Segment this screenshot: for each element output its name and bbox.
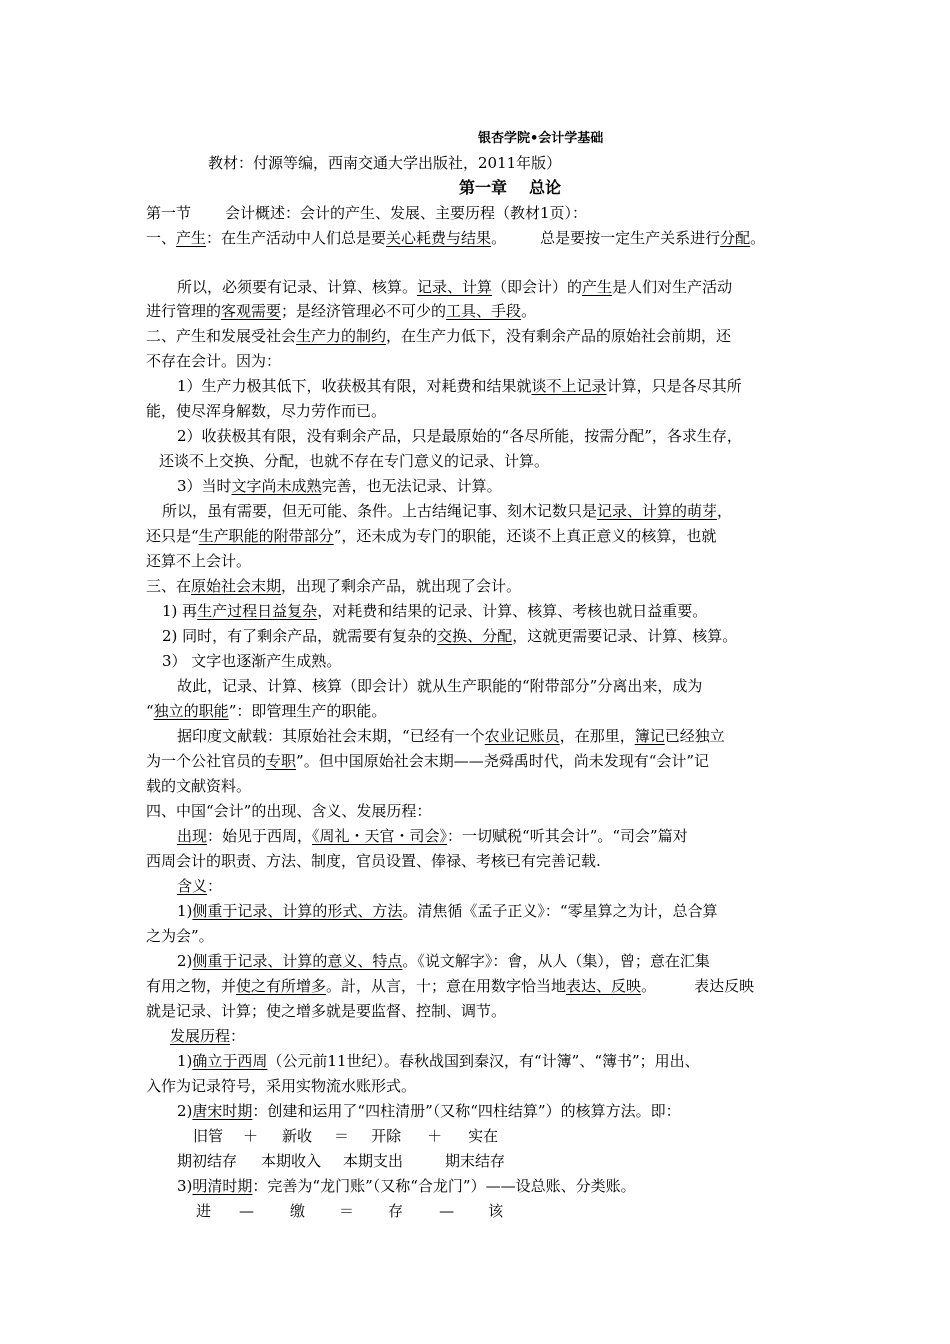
paragraph-32	[170, 1025, 245, 1047]
underlined-term: 谈不上记录	[531, 377, 607, 395]
paragraph-11	[162, 500, 732, 522]
chapter-title	[459, 177, 561, 199]
text: 1）生产力极其低下，收获极其有限，对耗费和结果就	[177, 377, 532, 395]
formula-description: 本期支出	[343, 1152, 404, 1170]
text: 已经独立	[664, 727, 725, 745]
chapter-subtitle: 总论	[529, 178, 562, 197]
text: 进行管理的	[146, 302, 222, 320]
paragraph-21	[146, 750, 709, 772]
text: 所以，必须要有记录、计算、核算。	[177, 278, 418, 296]
formula-term: 进	[196, 1202, 212, 1220]
text: 表达反映	[694, 977, 755, 995]
paragraph-2	[177, 276, 732, 298]
underlined-term: 客观需要	[221, 302, 282, 320]
paragraph-10	[177, 475, 502, 497]
underlined-term: 侧重于记录、计算的意义、特点	[192, 952, 403, 970]
formula-term: 新收	[282, 1127, 313, 1145]
chapter-number: 第一章	[459, 178, 508, 197]
underlined-term: 确立于西周	[192, 1052, 268, 1070]
underlined-term: 分配	[720, 229, 751, 247]
paragraph-28: 之为会”。	[146, 927, 214, 945]
paragraph-8: 2）收获极其有限，没有剩余产品，只是最原始的“各尽所能，按需分配”，各求生存，	[177, 427, 742, 445]
text: 3）当时	[177, 477, 232, 495]
formula-operator: ＝	[334, 1127, 350, 1145]
text: ”：即管理生产的职能。	[228, 702, 387, 720]
text: 1)	[177, 902, 193, 920]
text: 还只是“	[146, 527, 199, 545]
underlined-term: 含义	[177, 877, 208, 895]
underlined-term: 生产力的制约	[296, 327, 387, 345]
text: 1)	[177, 1052, 193, 1070]
dragon-gate-formula	[196, 1200, 503, 1222]
text: ，这就更需要记录、计算、核算。	[512, 627, 738, 645]
paragraph-30	[146, 975, 754, 997]
formula-term: 开除	[371, 1127, 402, 1145]
paragraph-26	[177, 875, 222, 897]
paragraph-9: 还谈不上交换、分配，也就不存在专门意义的记录、计算。	[159, 452, 550, 470]
underlined-term: 独立的职能	[153, 702, 229, 720]
paragraph-13: 还算不上会计。	[146, 552, 252, 570]
text: ：	[207, 877, 223, 895]
text: ，在生产力低下，没有剩余产品的原始社会前期，还	[386, 327, 732, 345]
underlined-term: 侧重于记录、计算的形式、方法	[192, 902, 403, 920]
underlined-term: 使之有所增多	[236, 977, 327, 995]
text: 一、	[146, 229, 177, 247]
text: 为一个公社官员的	[146, 752, 267, 770]
text: 三、在	[146, 577, 192, 595]
text: 2)	[177, 1102, 193, 1120]
text: ”。但中国原始社会末期——尧舜禹时代，尚未发现有“会计”记	[296, 752, 710, 770]
text: 完善，也无法记录、计算。	[321, 477, 502, 495]
paragraph-12	[146, 525, 716, 547]
text: 是人们对生产活动	[612, 278, 733, 296]
paragraph-24	[177, 825, 688, 847]
text: 有用之物，并	[146, 977, 237, 995]
text: 。清焦循《孟子正义》：“零星算之为计，总合算	[402, 902, 718, 920]
underlined-term: 工具、手段	[446, 302, 522, 320]
formula-description: 本期收入	[261, 1152, 322, 1170]
section-title: 会计概述：会计的产生、发展、主要历程（教材1页）：	[225, 204, 588, 222]
paragraph-25: 西周会计的职责、方法、制度，官员设置、俸禄、考核已有完善记载.	[146, 852, 601, 870]
text: “	[146, 702, 154, 720]
text: （公元前11世纪）。春秋战国到秦汉，有“计簿”、“簿书”；用出、	[267, 1052, 700, 1070]
paragraph-15	[162, 600, 707, 622]
underlined-term: 《周礼・天官・司会》	[312, 827, 448, 845]
paragraph-29	[177, 950, 710, 972]
paragraph-16	[162, 625, 737, 647]
paragraph-4	[146, 325, 731, 347]
textbook-reference: 教材：付源等编，西南交通大学出版社，2011年版）	[208, 154, 562, 172]
underlined-term: 唐宋时期	[192, 1102, 253, 1120]
text: ，出现了剩余产品，就出现了会计。	[281, 577, 522, 595]
formula-term: 实在	[468, 1127, 499, 1145]
underlined-term: 交换、分配	[437, 627, 513, 645]
text: ”，还未成为专门的职能，还谈不上真正意义的核算，也就	[333, 527, 717, 545]
formula-operator: —	[439, 1202, 455, 1220]
text: 1) 再	[162, 602, 198, 620]
paragraph-27	[177, 900, 718, 922]
school-title: 银杏学院•会计学基础	[478, 131, 604, 146]
paragraph-1	[146, 227, 765, 249]
paragraph-7: 能，使尽浑身解数，尽力劳作而已。	[146, 402, 387, 420]
underlined-term: 记录、计算的萌芽	[597, 502, 718, 520]
paragraph-20	[177, 725, 725, 747]
paragraph-17: 3） 文字也逐渐产生成熟。	[162, 652, 342, 670]
text: 。	[641, 977, 657, 995]
underlined-term: 簿记	[634, 727, 665, 745]
formula-term: 存	[388, 1202, 404, 1220]
text: ：一切赋税“听其会计”。“司会”篇对	[447, 827, 688, 845]
formula-operator: ＋	[427, 1127, 443, 1145]
paragraph-14	[146, 575, 521, 597]
paragraph-36	[177, 1175, 636, 1197]
underlined-term: 生产过程日益复杂	[197, 602, 318, 620]
text: 。《说文解字》：會，从人（集），曾；意在汇集	[402, 952, 710, 970]
text: ：完善为“龙门账”（又称“合龙门”）——设总账、分类账。	[252, 1177, 636, 1195]
paragraph-3	[146, 300, 536, 322]
text: 二、产生和发展受社会	[146, 327, 297, 345]
four-pillar-explanation	[177, 1150, 505, 1172]
section-label: 第一节	[146, 204, 192, 222]
paragraph-6	[177, 375, 742, 397]
text: ：创建和运用了“四柱清册”（又称“四柱结算”）的核算方法。即：	[252, 1102, 681, 1120]
formula-term: 该	[488, 1202, 504, 1220]
formula-term: 缴	[290, 1202, 306, 1220]
text: 计算，只是各尽其所	[606, 377, 742, 395]
text: ：	[230, 1027, 246, 1045]
formula-description: 期初结存	[177, 1152, 238, 1170]
paragraph-18: 故此，记录、计算、核算（即会计）就从生产职能的“附带部分”分离出来，成为	[177, 677, 703, 695]
paragraph-31: 就是记录、计算；使之增多就是要监督、控制、调节。	[146, 1002, 507, 1020]
paragraph-33	[177, 1050, 700, 1072]
underlined-term: 关心耗费与结果	[386, 229, 492, 247]
underlined-term: 表达、反映	[566, 977, 642, 995]
text: 。	[521, 302, 537, 320]
formula-operator: ＝	[339, 1202, 355, 1220]
text: ：在生产活动中人们总是要	[206, 229, 387, 247]
underlined-term: 生产职能的附带部分	[198, 527, 334, 545]
text: 总是要按一定生产关系进行	[540, 229, 721, 247]
text: 3)	[177, 1177, 193, 1195]
underlined-term: 记录、计算	[417, 278, 493, 296]
text: ：始见于西周，	[207, 827, 313, 845]
text: ，在那里，	[559, 727, 635, 745]
text: 。計，从言，十；意在用数字恰当地	[326, 977, 567, 995]
text: 所以，虽有需要，但无可能、条件。上古结绳记事、刻木记数只是	[162, 502, 598, 520]
underlined-term: 农业记账员	[484, 727, 560, 745]
underlined-term: 明清时期	[192, 1177, 253, 1195]
formula-operator: —	[239, 1202, 255, 1220]
text: ，对耗费和结果的记录、计算、核算、考核也就日益重要。	[317, 602, 708, 620]
underlined-term: 产生	[176, 229, 207, 247]
text: 。	[750, 229, 766, 247]
four-pillar-formula	[193, 1125, 498, 1147]
underlined-term: 原始社会末期	[191, 577, 282, 595]
text: ，	[717, 502, 733, 520]
paragraph-5: 不存在会计。因为：	[146, 352, 282, 370]
text: （即会计）的	[492, 278, 583, 296]
underlined-term: 文字尚未成熟	[231, 477, 322, 495]
formula-operator: ＋	[243, 1127, 259, 1145]
paragraph-23: 四、中国“会计”的出现、含义、发展历程：	[146, 802, 432, 820]
paragraph-19	[146, 700, 386, 722]
underlined-term: 专职	[266, 752, 297, 770]
text: ；是经济管理必不可少的	[281, 302, 447, 320]
underlined-term: 出现	[177, 827, 208, 845]
text: 2) 同时，有了剩余产品，就需要有复杂的	[162, 627, 438, 645]
paragraph-22: 载的文献资料。	[146, 777, 252, 795]
underlined-term: 产生	[582, 278, 613, 296]
paragraph-35	[177, 1100, 681, 1122]
paragraph-34: 入作为记录符号，采用实物流水账形式。	[146, 1077, 417, 1095]
formula-description: 期末结存	[445, 1152, 506, 1170]
text: 。	[491, 229, 507, 247]
section-heading	[146, 202, 587, 224]
text: 据印度文献载：其原始社会末期，“已经有一个	[177, 727, 485, 745]
formula-term: 旧管	[193, 1127, 224, 1145]
text: 2)	[177, 952, 193, 970]
underlined-term: 发展历程	[170, 1027, 231, 1045]
